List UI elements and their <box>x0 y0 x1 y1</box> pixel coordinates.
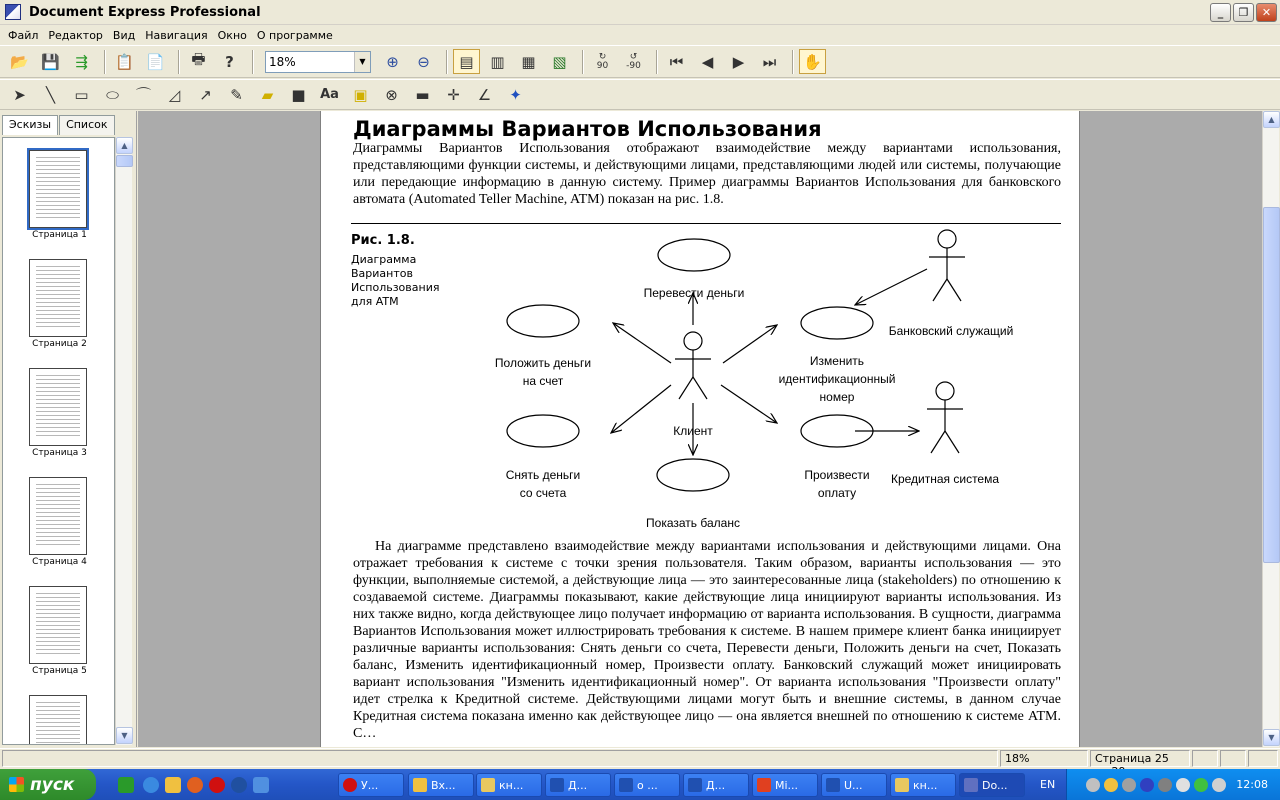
thumbnail-scrollbar[interactable] <box>115 137 132 745</box>
divider <box>351 223 1061 224</box>
minimize-button[interactable]: _ <box>1210 3 1231 22</box>
task-word-2[interactable] <box>614 773 680 797</box>
zoom-select[interactable] <box>265 51 371 73</box>
usecase-label: Положить деньги <box>494 356 592 370</box>
menu-window[interactable]: Окно <box>217 29 247 42</box>
document-express-icon <box>964 778 978 792</box>
status-message <box>2 750 998 767</box>
opera-icon <box>343 778 357 792</box>
thumbnail-page-1[interactable] <box>29 150 87 228</box>
usecase-change-pin <box>801 307 873 339</box>
task-label: U... <box>844 778 863 792</box>
polygon-icon[interactable]: ◿ <box>168 85 181 104</box>
thumbnail-page-4[interactable] <box>29 477 87 555</box>
taskbar <box>0 769 1280 800</box>
task-word-3[interactable] <box>683 773 749 797</box>
mail-icon <box>413 778 427 792</box>
zoom-value: 18% <box>269 54 296 69</box>
task-word-1[interactable] <box>545 773 611 797</box>
usecase-label: Снять деньги <box>505 468 581 482</box>
use-case-diagram <box>471 227 1031 527</box>
angle-icon[interactable]: ∠ <box>477 85 492 104</box>
task-label: Вх... <box>431 778 456 792</box>
thumbnail-list <box>2 137 115 745</box>
usecase-label: Показать баланс <box>646 516 740 527</box>
document-page <box>320 111 1080 747</box>
scroll-up-icon[interactable]: ▲ <box>1263 111 1280 128</box>
app-icon <box>757 778 771 792</box>
status-bar <box>0 748 1280 768</box>
thumbnail-label: Страница 4 <box>32 557 87 567</box>
figure-caption: Диаграмма Вариантов Использования для ATM <box>351 253 440 308</box>
usecase-label: Перевести деньги <box>643 286 745 300</box>
prev-page-icon[interactable]: ◀ <box>701 52 714 71</box>
usecase-label: идентификационный <box>778 372 896 386</box>
start-button[interactable] <box>0 769 96 800</box>
task-label: Д... <box>568 778 588 792</box>
ellipse-icon[interactable]: ⬭ <box>106 85 119 104</box>
fit-page-icon[interactable]: ▤ <box>453 49 480 74</box>
next-page-icon[interactable]: ▶ <box>732 52 745 71</box>
task-label: Mi... <box>775 778 799 792</box>
quicklaunch-messenger-icon[interactable] <box>165 777 181 793</box>
chevron-down-icon[interactable]: ▼ <box>354 52 370 72</box>
thumbnail-label: Страница 3 <box>32 448 87 458</box>
usecase-label: Изменить <box>809 354 865 368</box>
task-app[interactable] <box>752 773 818 797</box>
quicklaunch-media-icon[interactable] <box>231 777 247 793</box>
paste-icon[interactable]: 📋 <box>115 52 134 71</box>
quicklaunch-firefox-icon[interactable] <box>187 777 203 793</box>
text-tool-icon[interactable]: Aa <box>320 87 339 102</box>
usecase-balance <box>657 459 729 491</box>
actor-label: Кредитная система <box>890 472 1000 486</box>
thumbnail-page-5[interactable] <box>29 586 87 664</box>
status-page: Страница 25 <box>1090 750 1190 767</box>
menu-bar <box>0 26 1280 45</box>
rectangle-icon[interactable]: ▭ <box>74 85 89 104</box>
section-heading: Диаграммы Вариантов Использования <box>353 117 822 141</box>
filled-rectangle-icon[interactable]: ■ <box>291 85 306 104</box>
zoom-in-icon[interactable]: ⊕ <box>386 52 399 71</box>
two-pages-icon[interactable]: ▧ <box>552 52 567 71</box>
figure-number: Рис. 1.8. <box>351 233 415 248</box>
thumbnail-page-3[interactable] <box>29 368 87 446</box>
ruler-icon[interactable]: ▬ <box>415 85 430 104</box>
annotation-toolbar <box>0 79 1280 110</box>
line-icon[interactable]: ╲ <box>45 85 56 104</box>
tray-bluetooth-icon[interactable] <box>1140 778 1154 792</box>
actor-bank-officer <box>929 230 965 301</box>
usecase-withdraw <box>507 415 579 447</box>
folder-icon <box>895 778 909 792</box>
menu-edit[interactable]: Редактор <box>48 29 103 42</box>
note-icon[interactable]: ▣ <box>353 85 368 104</box>
window-title: Document Express Professional <box>29 4 261 20</box>
thumbnail-label: Страница 5 <box>32 666 87 676</box>
usecase-label: номер <box>819 390 855 404</box>
zoom-out-icon[interactable]: ⊖ <box>417 52 430 71</box>
thumbnail-page-6[interactable] <box>29 695 87 745</box>
usecase-label: оплату <box>817 486 857 500</box>
usecase-label: со счета <box>519 486 567 500</box>
usecase-transfer <box>658 239 730 271</box>
polyline-icon[interactable]: ⌒ <box>135 86 151 104</box>
highlighter-icon[interactable]: ▰ <box>261 85 274 104</box>
quicklaunch-excel-icon[interactable] <box>118 777 134 793</box>
task-label: У... <box>361 778 379 792</box>
crosshair-icon[interactable]: ✛ <box>447 85 460 104</box>
close-button[interactable]: ✕ <box>1256 3 1277 22</box>
task-label: кн... <box>913 778 938 792</box>
word-icon <box>826 778 840 792</box>
help-icon[interactable]: ? <box>225 52 234 71</box>
clock: 12:08 <box>1236 778 1268 791</box>
thumbnail-page-2[interactable] <box>29 259 87 337</box>
rotate-cw-label: 90 <box>596 60 609 71</box>
tray-monitor-icon[interactable] <box>1122 778 1136 792</box>
windows-logo-icon <box>9 777 24 792</box>
restore-button[interactable]: ❐ <box>1233 3 1254 22</box>
system-tray <box>1066 769 1280 800</box>
word-icon <box>550 778 564 792</box>
scan-icon[interactable]: ⇶ <box>75 52 88 71</box>
task-folder[interactable] <box>476 773 542 797</box>
arrow-icon[interactable]: ↗ <box>199 85 212 104</box>
scroll-up-icon[interactable]: ▲ <box>116 137 133 154</box>
quicklaunch-opera-icon[interactable] <box>209 777 225 793</box>
tray-volume-icon[interactable] <box>1212 778 1226 792</box>
usecase-deposit <box>507 305 579 337</box>
task-label: о ... <box>637 778 658 792</box>
last-page-icon[interactable]: ⏭ <box>762 52 777 71</box>
task-label: Do... <box>982 778 1008 792</box>
status-zoom: 18% <box>1000 750 1088 767</box>
document-view <box>138 111 1262 747</box>
actor-credit-system <box>927 382 963 453</box>
quicklaunch-app-icon[interactable] <box>253 777 269 793</box>
pin-icon[interactable]: ✦ <box>509 85 522 104</box>
print-icon[interactable]: 🖶 <box>191 50 206 68</box>
rotate-ccw-label: -90 <box>626 60 641 71</box>
status-cell <box>1248 750 1278 767</box>
actor-label: Банковский служащий <box>888 324 1014 338</box>
scroll-down-icon[interactable]: ▼ <box>116 727 133 744</box>
first-page-icon[interactable]: ⏮ <box>669 52 684 71</box>
scroll-thumb[interactable] <box>116 155 133 167</box>
tab-list[interactable]: Список <box>59 115 114 135</box>
main-toolbar <box>0 45 1280 78</box>
start-label: пуск <box>30 774 75 795</box>
task-label: кн... <box>499 778 524 792</box>
quicklaunch-ie-icon[interactable] <box>143 777 159 793</box>
menu-about[interactable]: О программе <box>256 29 333 42</box>
task-label: Д... <box>706 778 726 792</box>
tray-app-icon[interactable] <box>1158 778 1172 792</box>
new-document-icon[interactable]: 📄 <box>146 52 165 71</box>
tray-hardware-icon[interactable] <box>1176 778 1190 792</box>
tray-mail-icon[interactable] <box>1104 778 1118 792</box>
status-cell <box>1192 750 1218 767</box>
select-arrow-icon[interactable]: ➤ <box>13 85 26 104</box>
task-word-4[interactable] <box>821 773 887 797</box>
folder-icon <box>481 778 495 792</box>
actor-client <box>675 332 711 399</box>
scroll-down-icon[interactable]: ▼ <box>1263 729 1280 746</box>
status-cell <box>1220 750 1246 767</box>
menu-view[interactable]: Вид <box>112 29 136 42</box>
tab-thumbnails[interactable]: Эскизы <box>2 115 58 135</box>
usecase-label: на счет <box>522 374 564 388</box>
tray-network-icon[interactable] <box>1194 778 1208 792</box>
title-bar <box>0 0 1280 25</box>
rotate-cw-icon[interactable]: ↻ 90 <box>596 51 609 71</box>
menu-navigation[interactable]: Навигация <box>145 29 208 42</box>
task-inbox[interactable] <box>408 773 474 797</box>
word-icon <box>619 778 633 792</box>
tray-expand-icon[interactable] <box>1086 778 1100 792</box>
language-indicator[interactable]: EN <box>1040 778 1056 791</box>
app-icon <box>5 4 21 20</box>
task-opera[interactable] <box>338 773 404 797</box>
document-scrollbar[interactable] <box>1262 111 1279 747</box>
actor-label: Клиент <box>673 424 713 438</box>
thumbnail-panel <box>0 111 137 747</box>
actual-size-icon[interactable]: ▦ <box>521 52 536 71</box>
task-document-express[interactable] <box>959 773 1025 797</box>
open-folder-icon[interactable]: 📂 <box>10 52 29 71</box>
body-paragraph: На диаграмме представлено взаимодействие между вариантами использования и действующими лицами. Она отражает требования к системе с точки зрения пользователя. Таким образом, варианты использования — это функции, выполняемые системой, а действующие лица — это заинтересованные лица (stakeholders) по отношению к создаваемой системе. Диаграммы показывают, какие действующие лица инициируют варианты использования. Из них также видно, когда действующее лицо получает информацию от варианта использования. В сущности, диаграмма Вариантов Использования может иллюстрировать требования к системе. В нашем примере клиент банка инициирует различные варианты использования: Снять деньги со счета, Перевести деньги, Положить деньги на счет, Показать баланс, Изменить идентификационный номер, Произвести оплату. Банковский служащий может инициировать вариант использования "Изменить идентификационный номер". От варианта использования "Произвести оплату" идет стрелка к Кредитной системе. Действующими лицами могут быть и внешние системы, в данном случае Кредитная система показана именно как действующее лицо — она является внешней по отношению к системе ATM. С… <box>353 539 1061 741</box>
fit-width-icon[interactable]: ▥ <box>490 52 505 71</box>
hand-tool-icon[interactable]: ✋ <box>799 49 826 74</box>
word-icon <box>688 778 702 792</box>
stamp-icon[interactable]: ⊗ <box>385 85 398 104</box>
rotate-ccw-icon[interactable]: ↺ -90 <box>626 51 641 71</box>
usecase-label: Произвести <box>804 468 870 482</box>
save-icon[interactable]: 💾 <box>41 52 60 71</box>
task-folder-2[interactable] <box>890 773 956 797</box>
thumbnail-label: Страница 2 <box>32 339 87 349</box>
scroll-thumb[interactable] <box>1263 207 1280 563</box>
intro-paragraph: Диаграммы Вариантов Использования отображают взаимодействие между вариантами использования, представляющими функции системы, и действующими лицами, представляющими людей или системы, получающие или передающие информацию в данную систему. Пример диаграммы Вариантов Использования для банковского автомата (Automated Teller Machine, ATM) показан на рис. 1.8. <box>353 141 1061 207</box>
thumbnail-label: Страница 1 <box>32 230 87 240</box>
pencil-icon[interactable]: ✎ <box>230 85 243 104</box>
menu-file[interactable]: Файл <box>8 29 39 42</box>
